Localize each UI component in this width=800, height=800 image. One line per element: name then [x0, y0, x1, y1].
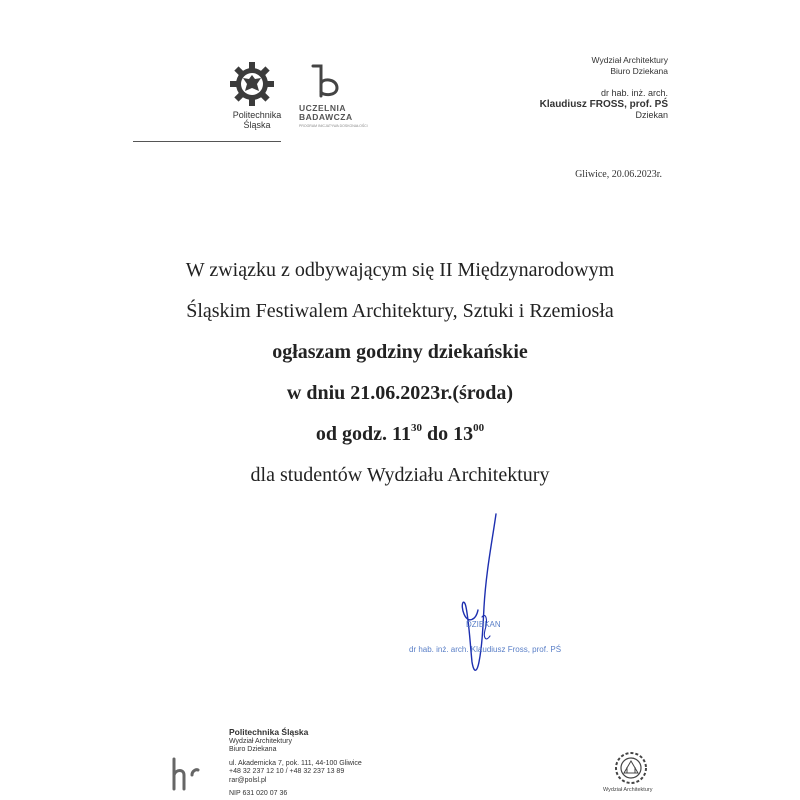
header-divider [133, 141, 281, 142]
time-start-minutes: 30 [410, 422, 422, 434]
notice-line-6: dla studentów Wydziału Architektury [250, 464, 550, 486]
notice-line-1: W związku z odbywającym się II Międzynarodowym [185, 259, 615, 281]
university-name-line2: Śląska [243, 120, 271, 130]
notice-line-2: Śląskim Festiwalem Architektury, Sztuki i Rzemiosła [186, 300, 614, 322]
sender-office: Biuro Dziekana [610, 66, 668, 76]
research-badge-line1: UCZELNIA [299, 103, 346, 113]
research-university-badge [299, 104, 353, 122]
footer-contact [229, 727, 362, 798]
research-university-logo [305, 62, 345, 102]
emblem-caption: Wydział Architektury [603, 787, 653, 793]
footer-office: Biuro Dziekana [229, 746, 277, 754]
politechnika-slaska-logo [228, 60, 276, 108]
footer-faculty: Wydział Architektury [229, 738, 292, 745]
footer-nip: NIP 631 020 07 36 [229, 790, 288, 798]
document-date: Gliwice, 20.06.2023r. [575, 169, 662, 180]
time-mid: do 13 [421, 423, 474, 445]
notice-time [0, 421, 800, 462]
footer-email: rar@polsl.pl [229, 776, 267, 784]
stamp-name: dr hab. inż. arch. Klaudiusz Fross, prof. PŚ [409, 645, 562, 654]
research-badge-subtitle: PROGRAM INICJATYWA DOSKONAŁOŚCI [299, 124, 368, 128]
time-prefix: od godz. 11 [315, 423, 411, 445]
university-name [226, 110, 288, 130]
time-end-minutes: 00 [473, 422, 485, 434]
research-badge-line2: BADAWCZA [299, 112, 353, 122]
footer-address: ul. Akademicka 7, pok. 111, 44-100 Gliwice [229, 759, 362, 767]
footer-org: Politechnika Śląska [229, 727, 309, 737]
sender-block [540, 55, 668, 121]
sender-name: Klaudiusz FROSS, prof. PŚ [539, 99, 668, 110]
stamp-title: DZIEKAN [466, 620, 501, 629]
handwritten-signature [452, 512, 512, 682]
notice-body [0, 257, 800, 503]
sender-faculty: Wydział Architektury [591, 55, 668, 65]
sender-title: dr hab. inż. arch. [600, 88, 668, 98]
notice-line-3: ogłaszam godziny dziekańskie [272, 341, 528, 363]
notice-line-4: w dniu 21.06.2023r.(środa) [286, 382, 514, 404]
hr-excellence-logo [170, 755, 200, 791]
faculty-emblem [614, 751, 648, 785]
sender-role: Dziekan [635, 110, 668, 120]
university-name-line1: Politechnika [232, 110, 282, 120]
footer-phone: +48 32 237 12 10 / +48 32 237 13 89 [229, 768, 345, 776]
